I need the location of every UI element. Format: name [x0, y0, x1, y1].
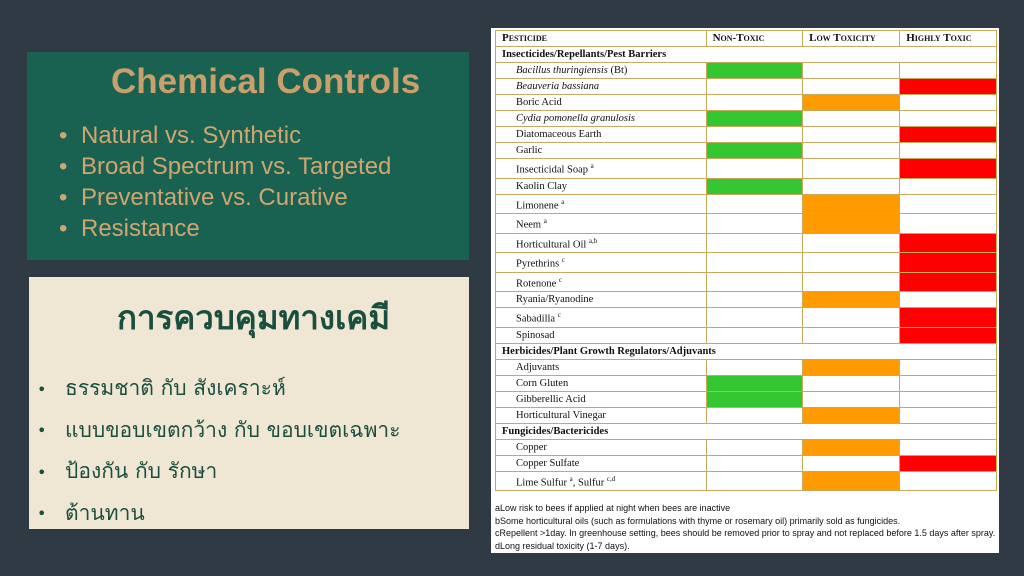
- toxicity-cell-orange: [803, 375, 900, 391]
- pesticide-name: [496, 327, 707, 343]
- bullet-icon: •: [59, 215, 68, 242]
- toxicity-cell-green: [706, 407, 803, 423]
- toxicity-cell-orange: [803, 178, 900, 194]
- toxicity-cell-green: [706, 79, 803, 95]
- pesticide-name: [496, 375, 707, 391]
- pesticide-name: [496, 272, 707, 292]
- toxicity-cell-orange: [803, 407, 900, 423]
- pesticide-name: [496, 253, 707, 273]
- pesticide-name: [496, 455, 707, 471]
- list-item: • Natural vs. Synthetic: [59, 122, 302, 149]
- table-row: [496, 214, 997, 234]
- pesticide-name: [496, 292, 707, 308]
- toxicity-cell-red: [900, 79, 997, 95]
- toxicity-cell-red: [900, 272, 997, 292]
- table-row: [496, 159, 997, 179]
- list-item: • แบบขอบเขตกว้าง กับ ขอบเขตเฉพาะ: [37, 410, 469, 452]
- bullet-icon: •: [37, 504, 47, 523]
- toxicity-cell-orange: [803, 471, 900, 491]
- group-title: Fungicides/Bactericides: [496, 423, 997, 439]
- toxicity-cell-orange: [803, 95, 900, 111]
- table-row: [496, 375, 997, 391]
- toxicity-cell-orange: [803, 214, 900, 234]
- toxicity-cell-orange: [803, 308, 900, 328]
- group-title: Insecticides/Repellants/Pest Barriers: [496, 47, 997, 63]
- pesticide-name-text: Copper: [516, 441, 547, 453]
- toxicity-cell-red: [900, 127, 997, 143]
- toxicity-cell-orange: [803, 455, 900, 471]
- toxicity-cell-orange: [803, 292, 900, 308]
- toxicity-cell-red: [900, 194, 997, 214]
- toxicity-cell-orange: [803, 79, 900, 95]
- header-cell: Low Toxicity: [803, 31, 900, 47]
- toxicity-cell-green: [706, 308, 803, 328]
- pesticide-name: [496, 95, 707, 111]
- bullet-icon: •: [37, 421, 47, 440]
- table-row: [496, 143, 997, 159]
- toxicity-cell-green: [706, 143, 803, 159]
- pesticide-name-suffix: , Sulfur: [572, 477, 605, 488]
- footnote-line: aLow risk to bees if applied at night when bees are inactive: [495, 503, 731, 513]
- toxicity-cell-orange: [803, 233, 900, 253]
- pesticide-name-text: Bacillus thuringiensis: [516, 65, 608, 76]
- pesticide-name-text: Kaolin Clay: [516, 180, 568, 192]
- pesticide-name-text: Spinosad: [516, 329, 555, 341]
- table-row: [496, 439, 997, 455]
- pesticide-name-suffix: (Bt): [607, 65, 628, 76]
- pesticide-name-text: Horticultural Oil: [516, 239, 587, 250]
- toxicity-cell-orange: [803, 359, 900, 375]
- group-header-row: [496, 343, 997, 359]
- footnote-marker: a: [569, 474, 573, 483]
- toxicity-cell-red: [900, 308, 997, 328]
- header-cell: Pesticide: [496, 31, 707, 47]
- footnote-marker: c: [557, 311, 561, 319]
- toxicity-cell-orange: [803, 327, 900, 343]
- footnote-marker: c: [561, 256, 565, 264]
- toxicity-cell-orange: [803, 194, 900, 214]
- toxicity-cell-red: [900, 95, 997, 111]
- toxicity-cell-red: [900, 253, 997, 273]
- group-header-row: [496, 423, 997, 439]
- pesticide-name-text: Pyrethrins: [516, 258, 560, 270]
- panel-title-english: Chemical Controls: [111, 62, 421, 101]
- pesticide-name: [496, 178, 707, 194]
- bullet-icon: •: [59, 122, 68, 149]
- table-row: [496, 233, 997, 253]
- thai-bullet-list: [37, 368, 469, 534]
- pesticide-name: [496, 214, 707, 234]
- toxicity-cell-orange: [803, 159, 900, 179]
- toxicity-cell-red: [900, 178, 997, 194]
- toxicity-cell-green: [706, 391, 803, 407]
- toxicity-cell-green: [706, 111, 803, 127]
- pesticide-name: [496, 439, 707, 455]
- footnote-marker: c: [558, 275, 562, 284]
- header-cell: Non-Toxic: [706, 31, 803, 47]
- footnote-line: bSome horticultural oils (such as formulations with thyme or rosemary oil) primarily sold as fungicides.: [495, 515, 901, 526]
- toxicity-cell-red: [900, 159, 997, 179]
- toxicity-cell-orange: [803, 439, 900, 455]
- pesticide-name-text: Horticultural Vinegar: [516, 409, 606, 421]
- toxicity-cell-green: [706, 214, 803, 234]
- pesticide-name-text: Adjuvants: [516, 361, 560, 373]
- footnote-line: cRepellent >1day. In greenhouse setting, bees should be removed prior to spray and not replaced before 1.5 days after spray.: [495, 528, 996, 538]
- toxicity-cell-red: [900, 471, 997, 491]
- toxicity-cell-orange: [803, 111, 900, 127]
- toxicity-cell-red: [900, 407, 997, 423]
- pesticide-name-text: Diatomaceous Earth: [516, 129, 602, 140]
- toxicity-cell-green: [706, 471, 803, 491]
- chemical-controls-panel: [27, 52, 469, 260]
- toxicity-cell-red: [900, 455, 997, 471]
- bullet-icon: •: [59, 184, 68, 211]
- pesticide-name: [496, 359, 707, 375]
- english-bullet-list: [59, 120, 469, 244]
- pesticide-name-text: Lime Sulfur: [516, 477, 568, 488]
- toxicity-cell-orange: [803, 253, 900, 273]
- pesticide-name-text: Sabadilla: [516, 313, 556, 325]
- toxicity-cell-orange: [803, 143, 900, 159]
- table-row: [496, 63, 997, 79]
- pesticide-name: [496, 308, 707, 328]
- toxicity-cell-orange: [803, 272, 900, 292]
- table-row: [496, 194, 997, 214]
- pesticide-toxicity-table-image: [491, 28, 999, 553]
- table-row: [496, 455, 997, 471]
- list-item: • ป้องกัน กับ รักษา: [37, 451, 469, 493]
- toxicity-cell-green: [706, 375, 803, 391]
- toxicity-cell-red: [900, 214, 997, 234]
- pesticide-name-text: Boric Acid: [516, 97, 562, 108]
- pesticide-name: [496, 159, 707, 179]
- table-row: [496, 178, 997, 194]
- pesticide-name-text: Copper Sulfate: [516, 457, 580, 469]
- toxicity-cell-red: [900, 375, 997, 391]
- list-item: • ธรรมชาติ กับ สังเคราะห์: [37, 368, 469, 410]
- pesticide-name-text: Insecticidal Soap: [516, 164, 589, 176]
- toxicity-cell-red: [900, 439, 997, 455]
- footnote-marker: a: [561, 197, 565, 206]
- panel-title-thai: การควบคุมทางเคมี: [117, 298, 391, 337]
- footnote-line: dLong residual toxicity (1-7 days).: [495, 540, 630, 551]
- bullet-icon: •: [37, 462, 47, 482]
- toxicity-cell-orange: [803, 127, 900, 143]
- pesticide-name-text: Corn Gluten: [516, 377, 569, 389]
- table-row: [496, 111, 997, 127]
- toxicity-cell-red: [900, 359, 997, 375]
- toxicity-cell-green: [706, 292, 803, 308]
- pesticide-name-text: Ryania/Ryanodine: [516, 294, 594, 305]
- thai-controls-panel: [29, 277, 469, 529]
- table-row: [496, 327, 997, 343]
- pesticide-toxicity-table: [495, 30, 997, 491]
- pesticide-name-text: Beauveria bassiana: [516, 81, 600, 92]
- bullet-icon: •: [37, 379, 47, 399]
- table-row: [496, 253, 997, 273]
- toxicity-cell-green: [706, 178, 803, 194]
- toxicity-cell-green: [706, 127, 803, 143]
- list-item: • Preventative vs. Curative: [59, 184, 348, 211]
- pesticide-name: [496, 407, 707, 423]
- footnote-marker: c,d: [606, 474, 616, 483]
- toxicity-cell-red: [900, 233, 997, 253]
- table-row: [496, 79, 997, 95]
- pesticide-name-text: Rotenone: [516, 278, 557, 289]
- pesticide-name-text: Cydia pomonella granulosis: [516, 113, 636, 124]
- pesticide-name: [496, 79, 707, 95]
- footnote-marker: a: [590, 162, 594, 170]
- pesticide-name: [496, 127, 707, 143]
- pesticide-name-text: Limonene: [516, 200, 559, 211]
- list-item: • Broad Spectrum vs. Targeted: [59, 153, 392, 180]
- list-item: • Resistance: [59, 215, 200, 242]
- footnote-marker: a,b: [588, 236, 598, 245]
- table-header-row: [496, 31, 997, 47]
- toxicity-cell-green: [706, 455, 803, 471]
- table-footnotes: [495, 502, 995, 552]
- pesticide-name: [496, 233, 707, 253]
- toxicity-cell-green: [706, 327, 803, 343]
- toxicity-cell-green: [706, 233, 803, 253]
- toxicity-cell-orange: [803, 391, 900, 407]
- list-item: • ต้านทาน: [37, 493, 469, 535]
- toxicity-cell-red: [900, 143, 997, 159]
- table-row: [496, 391, 997, 407]
- toxicity-cell-red: [900, 391, 997, 407]
- toxicity-cell-red: [900, 327, 997, 343]
- header-cell: Highly Toxic: [900, 31, 997, 47]
- toxicity-cell-red: [900, 292, 997, 308]
- pesticide-name: [496, 111, 707, 127]
- toxicity-cell-orange: [803, 63, 900, 79]
- toxicity-cell-green: [706, 359, 803, 375]
- table-row: [496, 407, 997, 423]
- toxicity-cell-green: [706, 253, 803, 273]
- group-title: Herbicides/Plant Growth Regulators/Adjuvants: [496, 343, 997, 359]
- table-row: [496, 308, 997, 328]
- footnote-marker: a: [543, 217, 547, 225]
- toxicity-cell-green: [706, 159, 803, 179]
- table-row: [496, 292, 997, 308]
- table-row: [496, 95, 997, 111]
- toxicity-cell-green: [706, 95, 803, 111]
- pesticide-name: [496, 194, 707, 214]
- toxicity-cell-green: [706, 63, 803, 79]
- pesticide-name-text: Garlic: [516, 145, 543, 156]
- table-row: [496, 127, 997, 143]
- toxicity-cell-red: [900, 111, 997, 127]
- toxicity-cell-green: [706, 439, 803, 455]
- toxicity-cell-green: [706, 194, 803, 214]
- group-header-row: [496, 47, 997, 63]
- pesticide-name-text: Gibberellic Acid: [516, 393, 586, 405]
- pesticide-name: [496, 143, 707, 159]
- bullet-icon: •: [59, 153, 68, 180]
- toxicity-cell-green: [706, 272, 803, 292]
- pesticide-name: [496, 471, 707, 491]
- pesticide-name-text: Neem: [516, 219, 542, 231]
- pesticide-name: [496, 391, 707, 407]
- table-row: [496, 359, 997, 375]
- toxicity-cell-red: [900, 63, 997, 79]
- table-row: [496, 471, 997, 491]
- pesticide-name: [496, 63, 707, 79]
- table-row: [496, 272, 997, 292]
